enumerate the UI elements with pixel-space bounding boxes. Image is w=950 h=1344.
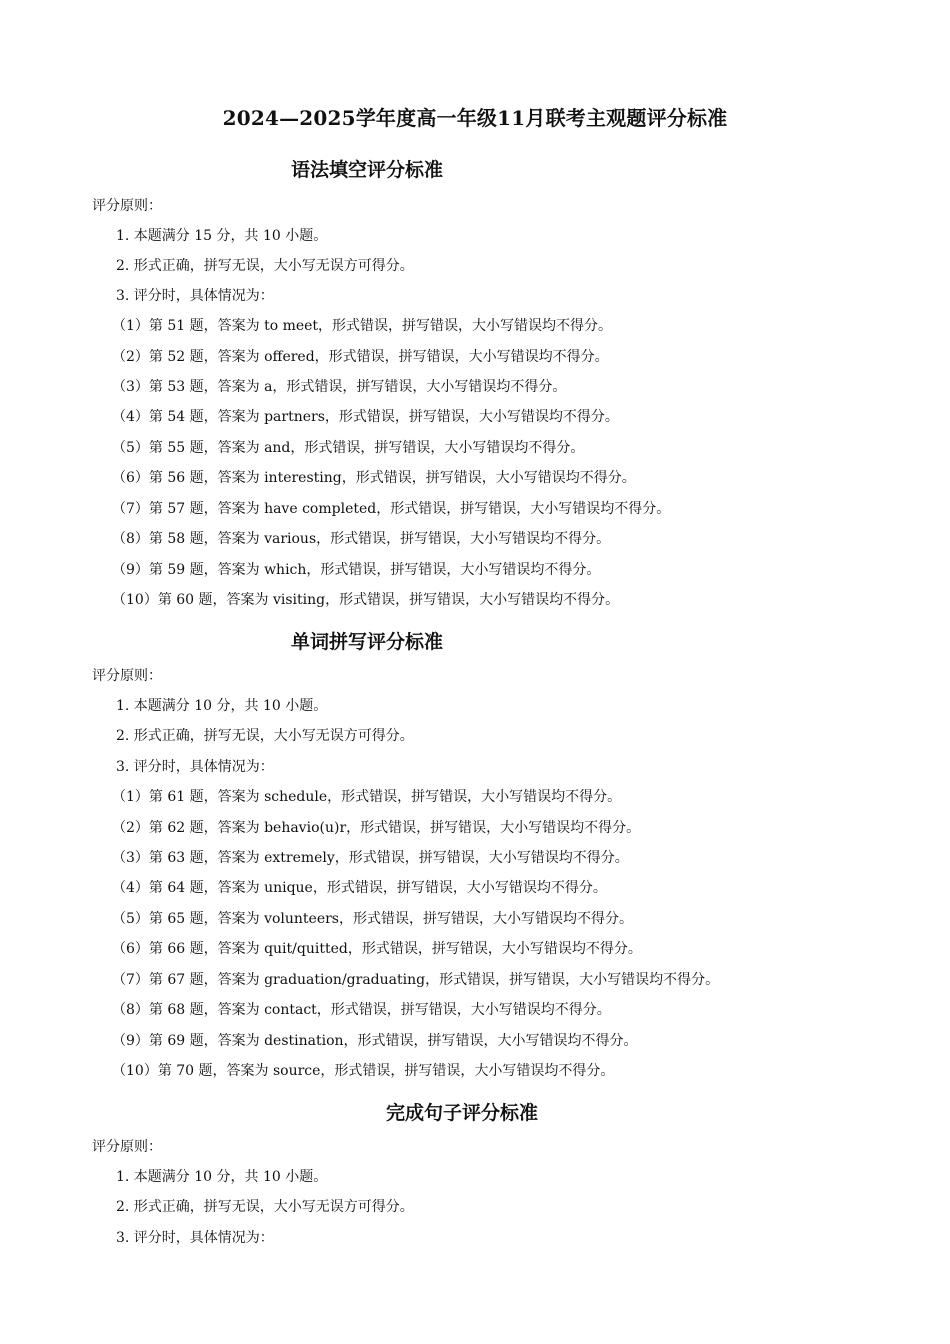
section-title-grammar: 语法填空评分标准 — [291, 159, 444, 181]
answer-item: （7）第 67 题，答案为 graduation/graduating，形式错误，拼写错误，大小写错误均不得分。 — [112, 972, 720, 988]
answer-item: （5）第 55 题，答案为 and，形式错误，拼写错误，大小写错误均不得分。 — [112, 440, 585, 456]
answer-item: （6）第 56 题，答案为 interesting，形式错误，拼写错误，大小写错误均不得分。 — [112, 470, 636, 486]
document-title: 2024—2025学年度高一年级11月联考主观题评分标准 — [222, 106, 728, 130]
rule-line: 2. 形式正确，拼写无误，大小写无误方可得分。 — [116, 258, 414, 274]
answer-item: （8）第 58 题，答案为 various，形式错误，拼写错误，大小写错误均不得分。 — [112, 531, 611, 547]
rule-line: 1. 本题满分 15 分，共 10 小题。 — [116, 228, 328, 244]
rule-line: 1. 本题满分 10 分，共 10 小题。 — [116, 698, 328, 714]
answer-item: （9）第 59 题，答案为 which，形式错误，拼写错误，大小写错误均不得分。 — [112, 562, 601, 578]
section-title-spelling: 单词拼写评分标准 — [291, 631, 444, 653]
principle-label: 评分原则： — [92, 198, 162, 214]
answer-item: （1）第 61 题，答案为 schedule，形式错误，拼写错误，大小写错误均不得分。 — [112, 789, 622, 805]
answer-item: （2）第 52 题，答案为 offered，形式错误，拼写错误，大小写错误均不得分。 — [112, 349, 609, 365]
answer-item: （8）第 68 题，答案为 contact，形式错误，拼写错误，大小写错误均不得分。 — [112, 1002, 611, 1018]
principle-label: 评分原则： — [92, 1139, 162, 1155]
section-title-sentence: 完成句子评分标准 — [386, 1102, 539, 1124]
answer-item: （2）第 62 题，答案为 behavio(u)r，形式错误，拼写错误，大小写错误均不得分。 — [112, 820, 641, 836]
rule-line: 2. 形式正确，拼写无误，大小写无误方可得分。 — [116, 1199, 414, 1215]
answer-item: （10）第 60 题，答案为 visiting，形式错误，拼写错误，大小写错误均不得分。 — [112, 592, 620, 608]
answer-item: （6）第 66 题，答案为 quit/quitted，形式错误，拼写错误，大小写错误均不得分。 — [112, 941, 642, 957]
rule-line: 1. 本题满分 10 分，共 10 小题。 — [116, 1169, 328, 1185]
rule-line: 3. 评分时，具体情况为： — [116, 288, 274, 304]
principle-label: 评分原则： — [92, 668, 162, 684]
answer-item: （4）第 54 题，答案为 partners，形式错误，拼写错误，大小写错误均不得分。 — [112, 409, 619, 425]
answer-item: （7）第 57 题，答案为 have completed，形式错误，拼写错误，大小写错误均不得分。 — [112, 501, 671, 517]
answer-item: （3）第 53 题，答案为 a，形式错误，拼写错误，大小写错误均不得分。 — [112, 379, 567, 395]
rule-line: 3. 评分时，具体情况为： — [116, 1230, 274, 1246]
answer-item: （5）第 65 题，答案为 volunteers，形式错误，拼写错误，大小写错误均不得分。 — [112, 911, 633, 927]
answer-item: （1）第 51 题，答案为 to meet，形式错误，拼写错误，大小写错误均不得分。 — [112, 318, 613, 334]
answer-item: （10）第 70 题，答案为 source，形式错误，拼写错误，大小写错误均不得分。 — [112, 1063, 615, 1079]
rule-line: 3. 评分时，具体情况为： — [116, 759, 274, 775]
answer-item: （9）第 69 题，答案为 destination，形式错误，拼写错误，大小写错误均不得分。 — [112, 1033, 638, 1049]
rule-line: 2. 形式正确，拼写无误，大小写无误方可得分。 — [116, 728, 414, 744]
answer-item: （3）第 63 题，答案为 extremely，形式错误，拼写错误，大小写错误均不得分。 — [112, 850, 629, 866]
answer-item: （4）第 64 题，答案为 unique，形式错误，拼写错误，大小写错误均不得分。 — [112, 880, 607, 896]
